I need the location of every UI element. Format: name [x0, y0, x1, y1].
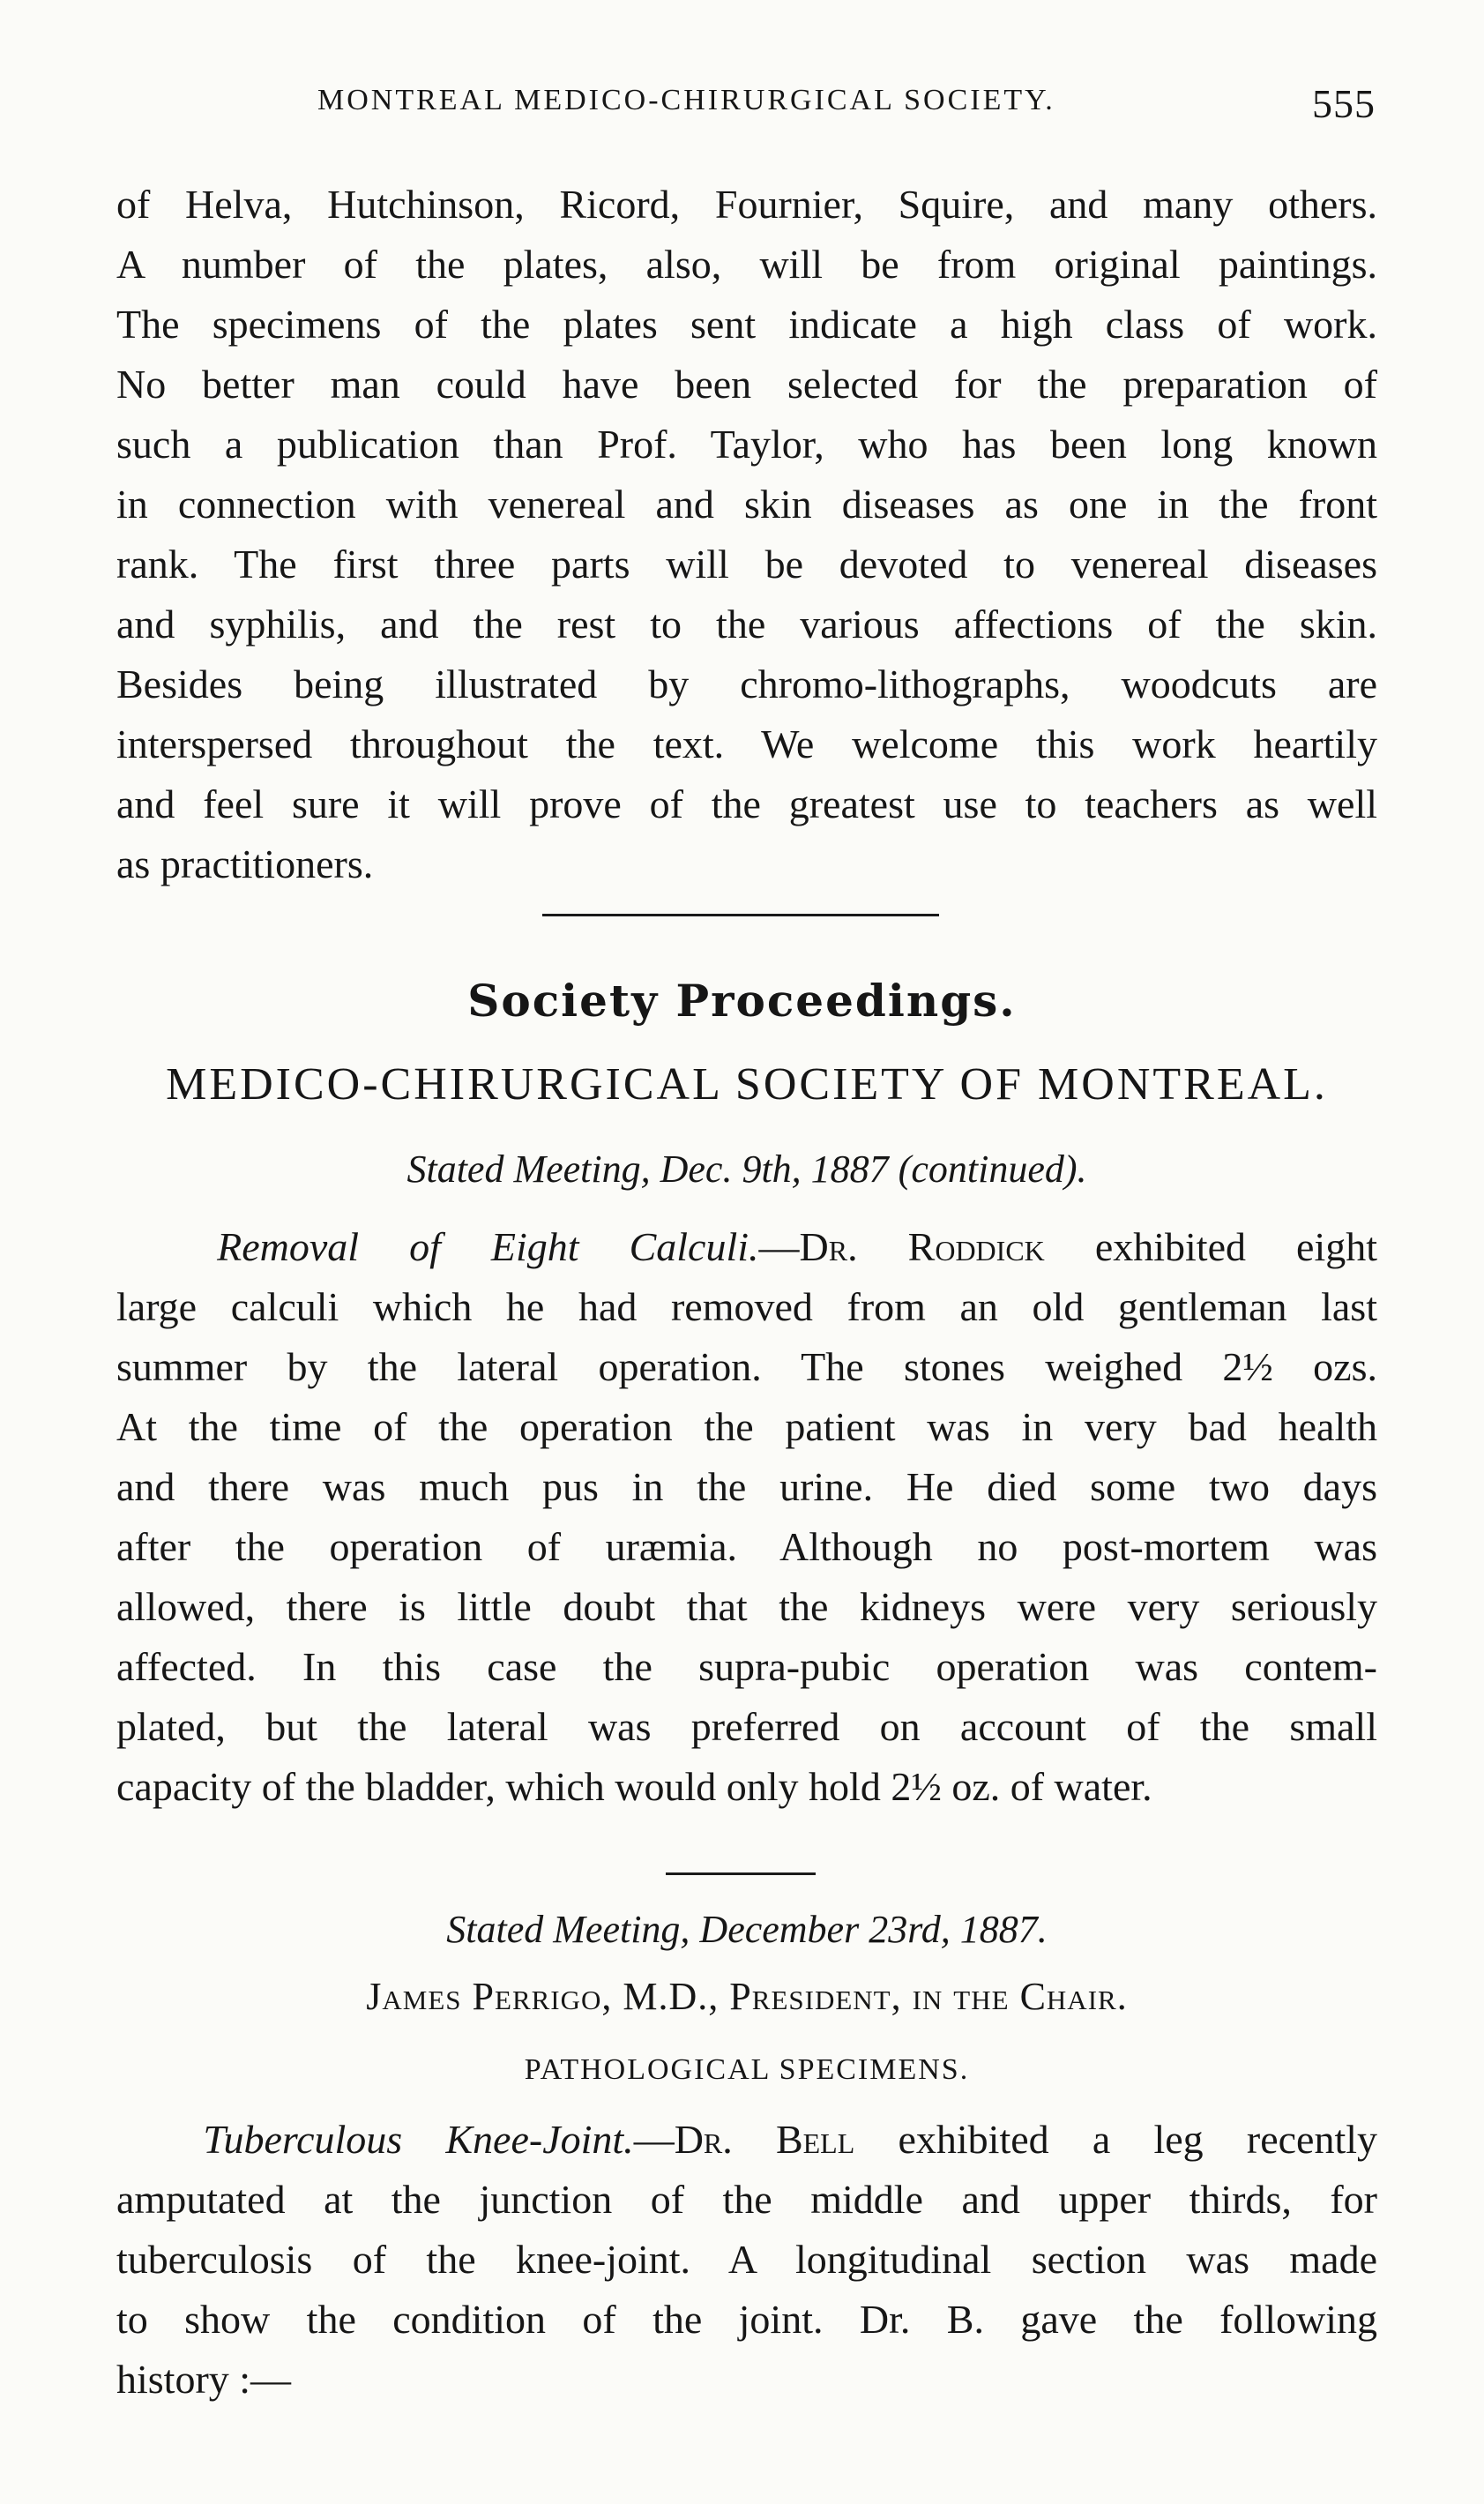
text-line: A number of the plates, also, will be from original paintings. [116, 242, 1377, 287]
speaker: —Dr. Bell [633, 2117, 855, 2162]
text-line: and syphilis, and the rest to the various affections of the skin. [116, 602, 1377, 647]
text-line: No better man could have been selected for the preparation of [116, 362, 1377, 407]
text-line: rank. The first three parts will be devoted to venereal diseases [116, 542, 1377, 587]
speaker: —Dr. Roddick [758, 1224, 1045, 1269]
text-line: as practitioners. [116, 841, 374, 886]
text-line: capacity of the bladder, which would only hold 2½ oz. of water. [116, 1764, 1152, 1809]
text-line: and feel sure it will prove of the greatest use to teachers as well [116, 781, 1377, 826]
section-title: Society Proceedings. [467, 975, 1017, 1027]
review-paragraph [116, 175, 1377, 894]
case-title: Removal of Eight Calculi. [217, 1224, 759, 1269]
text-line: At the time of the operation the patient was in very bad health [116, 1404, 1377, 1449]
text-line: history :— [116, 2357, 292, 2402]
meeting-heading: Stated Meeting, Dec. 9th, 1887 (continued). [406, 1147, 1087, 1191]
meeting-heading: Stated Meeting, December 23rd, 1887. [446, 1908, 1048, 1951]
text-line: in connection with venereal and skin diseases as one in the front [116, 482, 1377, 527]
running-title: MONTREAL MEDICO-CHIRURGICAL SOCIETY. [317, 84, 1055, 116]
case-title: Tuberculous Knee-Joint. [203, 2117, 634, 2162]
text-line: of Helva, Hutchinson, Ricord, Fournier, Squire, and many others. [116, 182, 1377, 227]
page-number: 555 [1312, 81, 1376, 126]
text-line: and there was much pus in the urine. He died some two days [116, 1464, 1377, 1509]
text-line: The specimens of the plates sent indicate a high class of work. [116, 302, 1377, 347]
text-line: to show the condition of the joint. Dr. B. gave the following [116, 2297, 1377, 2342]
section-divider [542, 914, 939, 916]
text-fragment: exhibited a leg recently [854, 2117, 1378, 2162]
text-line: amputated at the junction of the middle and upper thirds, for [116, 2177, 1377, 2222]
text-line: affected. In this case the supra-pubic operation was contem- [116, 1644, 1377, 1689]
text-line: large calculi which he had removed from an old gentleman last [116, 1284, 1377, 1329]
text-line [116, 1217, 1377, 1277]
text-line: summer by the lateral operation. The stones weighed 2½ ozs. [116, 1344, 1377, 1389]
text-fragment: exhibited eight [1044, 1224, 1378, 1269]
text-line: tuberculosis of the knee-joint. A longitudinal section was made [116, 2237, 1377, 2282]
calculi-paragraph [116, 1217, 1377, 1817]
knee-joint-paragraph [116, 2110, 1377, 2410]
text-line: such a publication than Prof. Taylor, who has been long known [116, 422, 1377, 467]
text-line: after the operation of uræmia. Although no post-mortem was [116, 1524, 1377, 1569]
text-line: interspersed throughout the text. We welcome this work heartily [116, 721, 1377, 766]
text-line: plated, but the lateral was preferred on account of the small [116, 1704, 1377, 1749]
subheading: PATHOLOGICAL SPECIMENS. [524, 2053, 970, 2086]
text-line [116, 2110, 1377, 2170]
society-title: MEDICO-CHIRURGICAL SOCIETY OF MONTREAL. [166, 1059, 1328, 1110]
president-line: James Perrigo, M.D., President, in the Chair. [366, 1975, 1128, 2018]
text-line: allowed, there is little doubt that the kidneys were very seriously [116, 1584, 1377, 1629]
meeting-divider [666, 1872, 816, 1875]
text-line: Besides being illustrated by chromo-lithographs, woodcuts are [116, 662, 1377, 706]
